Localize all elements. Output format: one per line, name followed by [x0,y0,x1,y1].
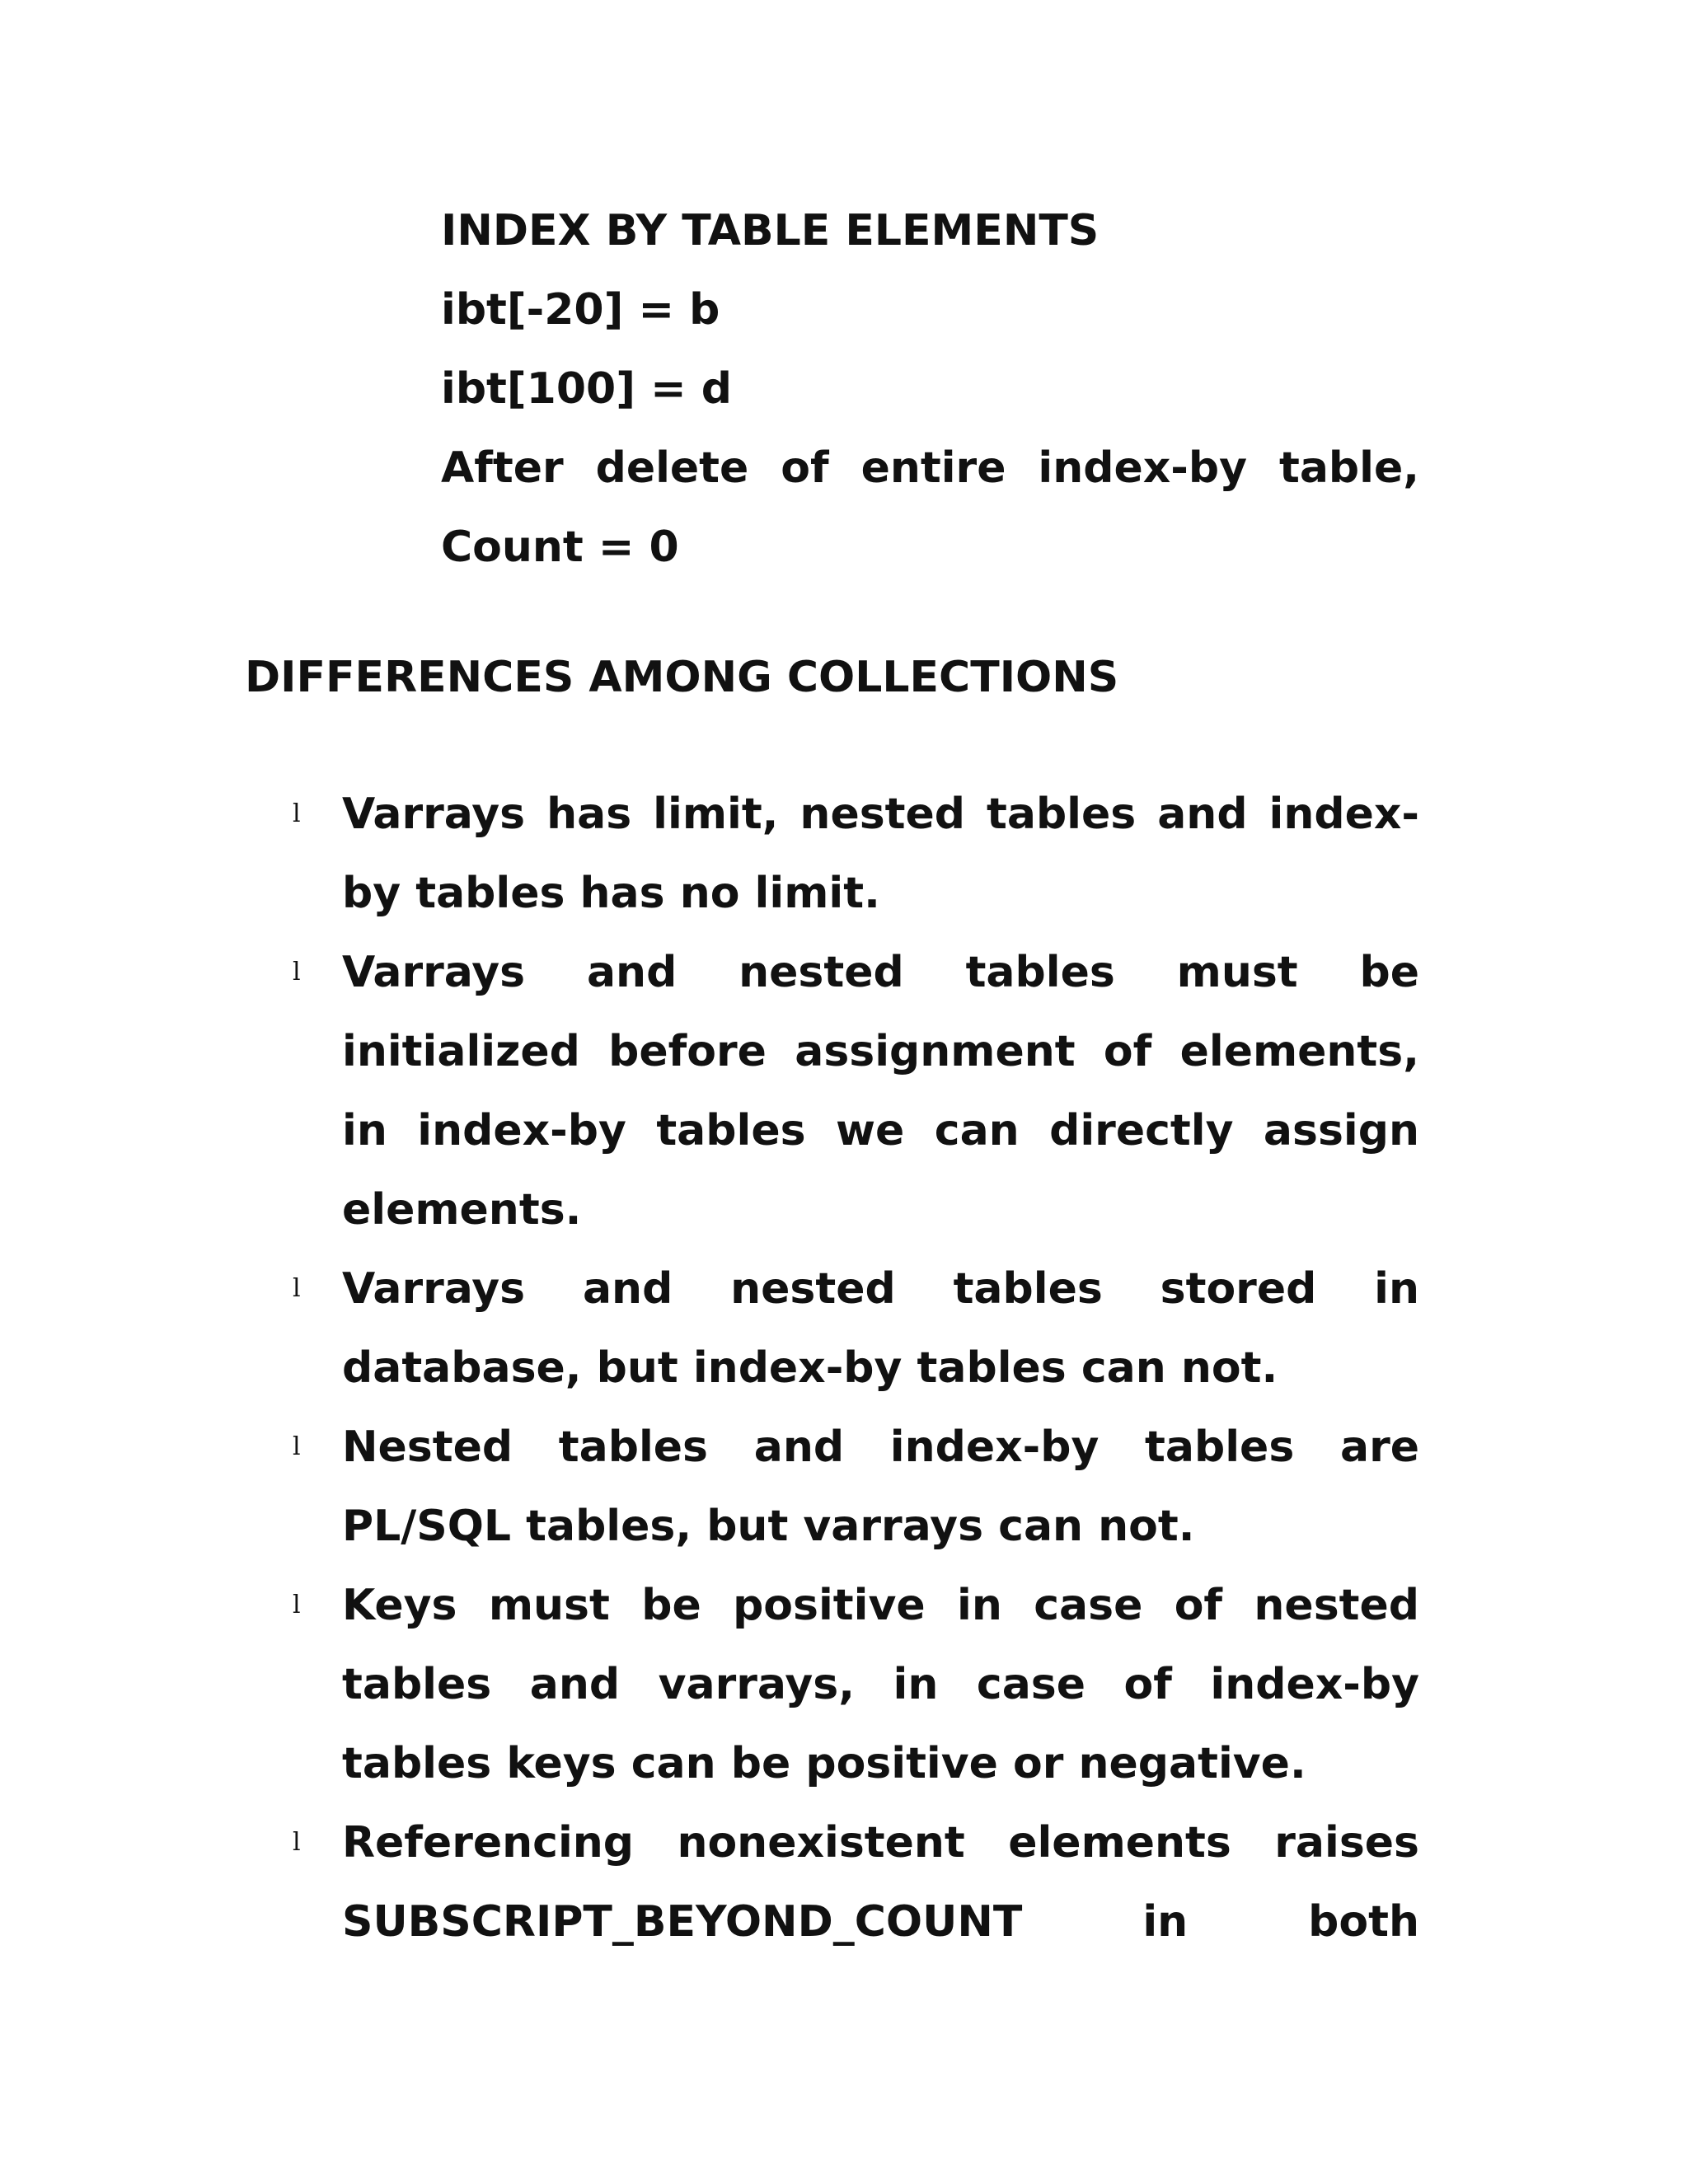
list-item [293,1803,1419,1961]
bullet-marker: l [293,1432,301,1461]
list-item-line: elements. [342,1185,582,1235]
list-item-line: Varrays and nested tables stored in [342,1264,1419,1314]
list-item-line: Varrays has limit, nested tables and index- [342,790,1419,839]
differences-list [293,775,1419,1961]
list-item [293,933,1419,1249]
output-line: ibt[-20] = b [441,285,720,335]
output-line: Count = 0 [441,523,679,572]
list-item [293,1566,1419,1803]
list-item-line: tables and varrays, in case of index-by [342,1660,1419,1709]
output-block [441,191,1419,587]
list-item [293,1408,1419,1566]
list-item-line: Varrays and nested tables must be [342,948,1419,997]
output-line: After delete of entire index-by table, [441,443,1419,493]
list-item-line: by tables has no limit. [342,869,880,918]
list-item-line: Nested tables and index-by tables are [342,1422,1419,1472]
list-item [293,1249,1419,1408]
list-item-line: SUBSCRIPT_BEYOND_COUNT in both [342,1897,1419,1947]
list-item-line: tables keys can be positive or negative. [342,1739,1306,1788]
bullet-marker: l [293,1274,301,1303]
bullet-marker: l [293,1591,301,1619]
output-heading: INDEX BY TABLE ELEMENTS [441,206,1100,255]
output-line: ibt[100] = d [441,364,732,414]
bullet-marker: l [293,958,301,987]
list-item-line: in index-by tables we can directly assign [342,1106,1419,1155]
list-item-line: PL/SQL tables, but varrays can not. [342,1502,1195,1551]
bullet-marker: l [293,799,301,828]
list-item-line: initialized before assignment of elements, [342,1027,1419,1076]
list-item-line: database, but index-by tables can not. [342,1343,1278,1393]
list-item-line: Referencing nonexistent elements raises [342,1818,1419,1868]
list-item-line: Keys must be positive in case of nested [342,1581,1419,1630]
section-heading: DIFFERENCES AMONG COLLECTIONS [245,653,1119,702]
list-item [293,775,1419,933]
bullet-marker: l [293,1828,301,1857]
